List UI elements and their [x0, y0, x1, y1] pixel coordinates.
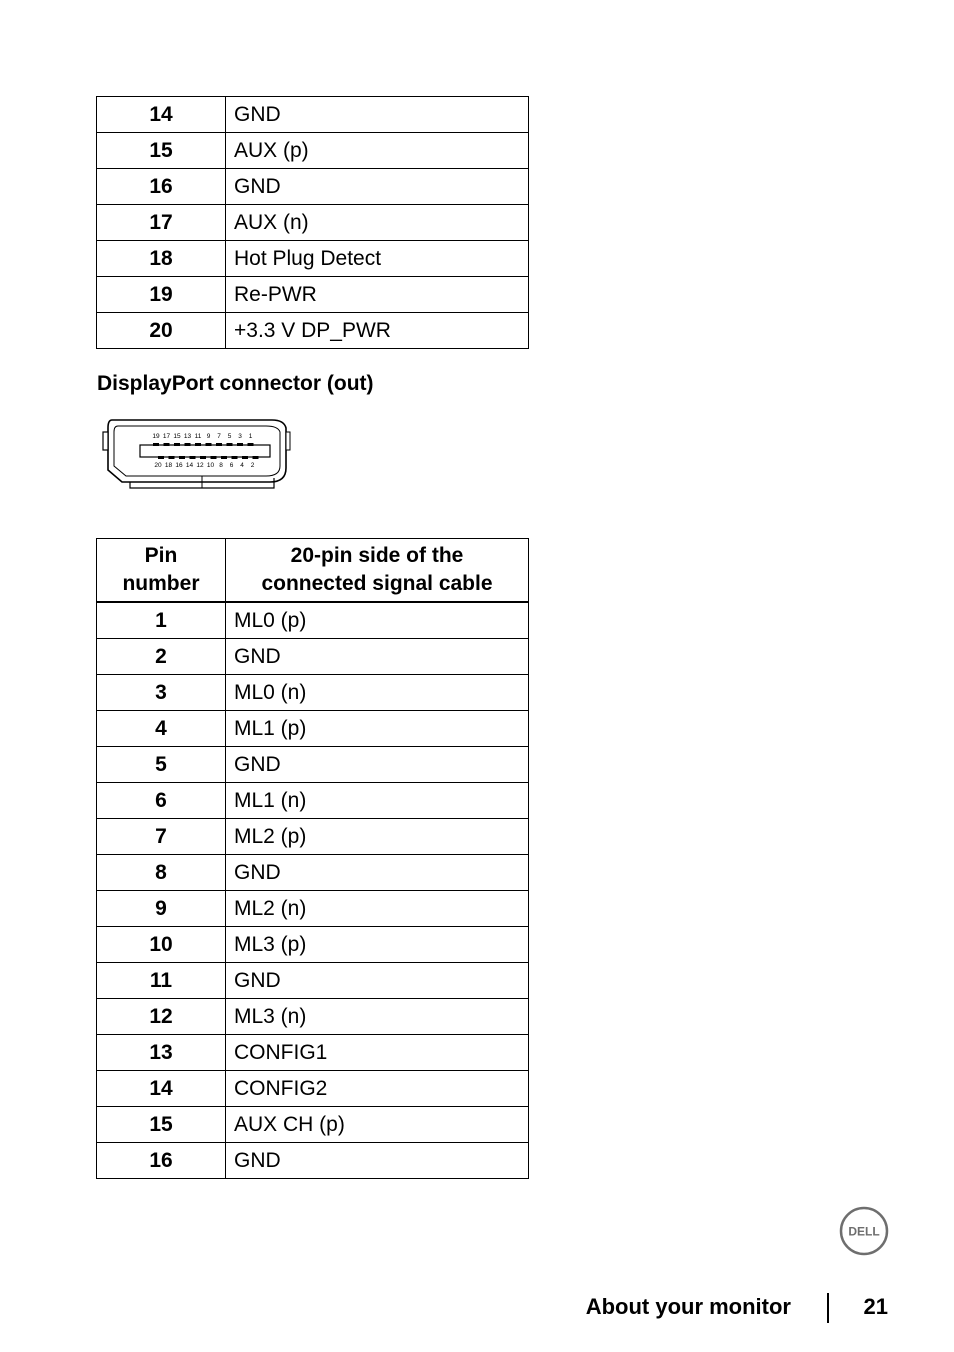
pin-label: 8: [219, 462, 223, 469]
pin-table-continued: [96, 96, 529, 349]
connector-pin: [179, 456, 185, 459]
pin-number: 2: [97, 639, 226, 675]
table-row: [97, 675, 529, 711]
bottom-pin-labels: [154, 462, 254, 469]
header-pin-line1: Pin: [144, 544, 178, 567]
pin-label: 20: [154, 462, 162, 469]
pin-label: 6: [229, 462, 234, 469]
header-pin-number: [97, 539, 226, 603]
pin-signal: +3.3 V DP_PWR: [226, 313, 529, 349]
header-signal-line2: connected signal cable: [261, 572, 493, 595]
pin-number: 3: [97, 675, 226, 711]
pin-signal: Re-PWR: [226, 277, 529, 313]
table-row: [97, 169, 529, 205]
table-row: [97, 1143, 529, 1179]
table-row: [97, 747, 529, 783]
pin-number: 15: [97, 133, 226, 169]
pin-label: 9: [206, 433, 211, 440]
connector-pin: [237, 443, 243, 446]
pin-number: 8: [97, 855, 226, 891]
pin-signal: AUX (n): [226, 205, 529, 241]
pin-label: 5: [227, 433, 232, 440]
pin-number: 20: [97, 313, 226, 349]
pin-signal: CONFIG1: [226, 1035, 529, 1071]
pin-signal: ML3 (p): [226, 927, 529, 963]
table-row: [97, 602, 529, 639]
dell-logo: [839, 1206, 889, 1256]
connector-pin: [190, 456, 196, 459]
section-title: DisplayPort connector (out): [97, 372, 374, 395]
pin-signal: ML1 (p): [226, 711, 529, 747]
connector-pin: [169, 456, 175, 459]
displayport-pin-table: [96, 538, 529, 1179]
table-row: [97, 313, 529, 349]
pin-label: 3: [238, 433, 242, 440]
pin-signal: ML0 (p): [226, 602, 529, 639]
pin-label: 12: [196, 462, 204, 469]
table-header-row: [97, 539, 529, 603]
pin-label: 14: [185, 462, 194, 469]
connector-pin: [164, 443, 170, 446]
pin-signal: ML2 (p): [226, 819, 529, 855]
pin-number: 1: [97, 602, 226, 639]
connector-pin: [158, 456, 164, 459]
footer-divider: [827, 1293, 829, 1323]
pin-label: 1: [248, 433, 253, 440]
table-row: [97, 133, 529, 169]
pin-signal: AUX CH (p): [226, 1107, 529, 1143]
pin-label: 17: [162, 433, 171, 440]
pin-number: 4: [97, 711, 226, 747]
logo-text: DELL: [848, 1224, 880, 1239]
pin-number: 16: [97, 1143, 226, 1179]
pin-number: 6: [97, 783, 226, 819]
page-number: 21: [863, 1294, 888, 1319]
connector-pin: [232, 456, 238, 459]
footer-section-title: About your monitor: [585, 1294, 791, 1319]
pin-signal: GND: [226, 169, 529, 205]
pin-number: 11: [97, 963, 226, 999]
table-row: [97, 711, 529, 747]
connector-pin: [195, 443, 201, 446]
pin-label: 18: [164, 462, 173, 469]
pin-number: 14: [97, 97, 226, 133]
connector-pin: [242, 456, 248, 459]
pin-label: 10: [206, 462, 215, 469]
pin-label: 13: [183, 433, 192, 440]
pin-number: 19: [97, 277, 226, 313]
table-row: [97, 205, 529, 241]
pin-label: 2: [250, 462, 255, 469]
pin-number: 18: [97, 241, 226, 277]
header-signal-line1: 20-pin side of the: [290, 544, 464, 567]
connector-pin: [185, 443, 191, 446]
pin-number: 13: [97, 1035, 226, 1071]
pin-label: 11: [194, 433, 202, 440]
pin-signal: ML1 (n): [226, 783, 529, 819]
table-row: [97, 1107, 529, 1143]
connector-pin: [248, 443, 254, 446]
pin-signal: GND: [226, 1143, 529, 1179]
pin-signal: AUX (p): [226, 133, 529, 169]
connector-pin: [206, 443, 212, 446]
table-row: [97, 241, 529, 277]
pin-signal: Hot Plug Detect: [226, 241, 529, 277]
table-row: [97, 963, 529, 999]
connector-pin: [227, 443, 233, 446]
header-pin-line2: number: [122, 572, 200, 595]
pin-signal: CONFIG2: [226, 1071, 529, 1107]
table-row: [97, 999, 529, 1035]
pin-number: 14: [97, 1071, 226, 1107]
pin-signal: GND: [226, 963, 529, 999]
table-row: [97, 1071, 529, 1107]
table-row: [97, 97, 529, 133]
header-signal: [226, 539, 529, 603]
pin-label: 15: [173, 433, 181, 440]
table-row: [97, 783, 529, 819]
connector-pin: [200, 456, 206, 459]
pin-signal: GND: [226, 855, 529, 891]
table-row: [97, 927, 529, 963]
connector-pin: [211, 456, 217, 459]
table-row: [97, 639, 529, 675]
pin-number: 16: [97, 169, 226, 205]
table-row: [97, 819, 529, 855]
displayport-connector-diagram: [100, 416, 292, 490]
connector-pin: [221, 456, 227, 459]
pin-number: 5: [97, 747, 226, 783]
pin-label: 4: [240, 462, 244, 469]
pin-number: 9: [97, 891, 226, 927]
table-row: [97, 855, 529, 891]
table-row: [97, 277, 529, 313]
pin-signal: ML0 (n): [226, 675, 529, 711]
table-row: [97, 1035, 529, 1071]
connector-pin: [216, 443, 222, 446]
pin-label: 16: [175, 462, 183, 469]
table-row: [97, 891, 529, 927]
pin-signal: ML2 (n): [226, 891, 529, 927]
pin-signal: GND: [226, 747, 529, 783]
connector-pin: [253, 456, 259, 459]
pin-number: 12: [97, 999, 226, 1035]
pin-number: 10: [97, 927, 226, 963]
pin-number: 7: [97, 819, 226, 855]
top-pin-labels: [152, 433, 252, 440]
connector-pin: [153, 443, 159, 446]
pin-number: 17: [97, 205, 226, 241]
pin-label: 7: [217, 433, 221, 440]
pin-signal: GND: [226, 639, 529, 675]
pin-number: 15: [97, 1107, 226, 1143]
pin-label: 19: [152, 433, 160, 440]
pin-signal: ML3 (n): [226, 999, 529, 1035]
connector-pin: [174, 443, 180, 446]
pin-signal: GND: [226, 97, 529, 133]
